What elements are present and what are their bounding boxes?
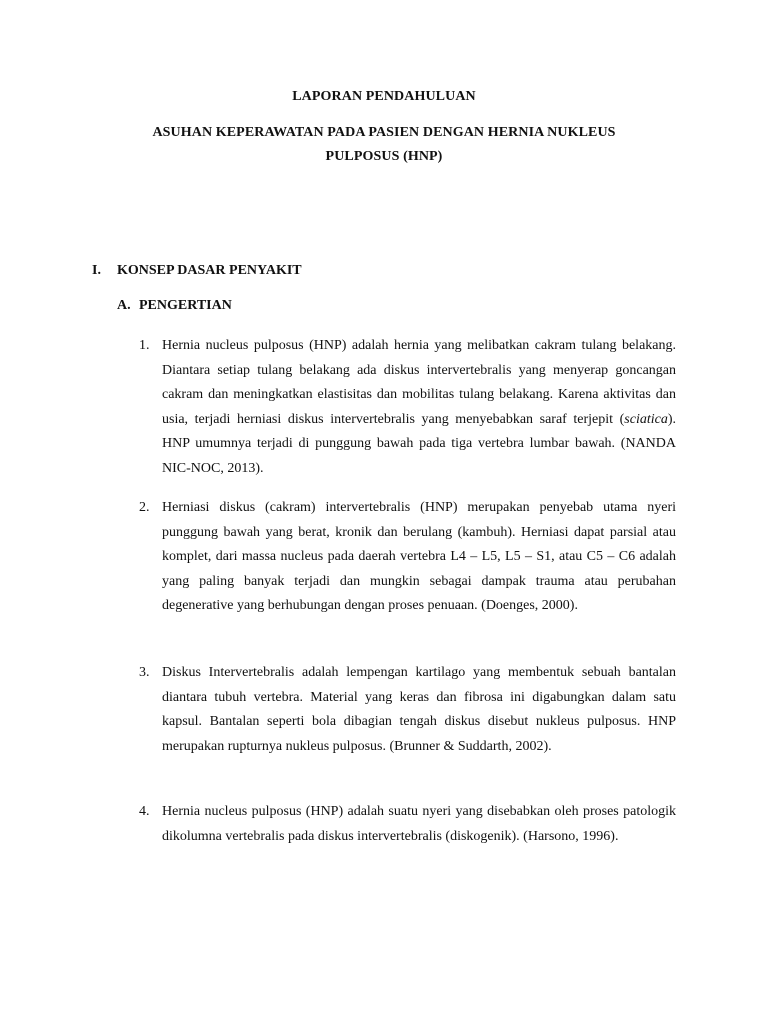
list-item-text [162, 334, 676, 482]
list-item [139, 661, 676, 759]
list-item-number: 3. [139, 665, 150, 680]
section-number: I. [92, 263, 101, 278]
list-item-text: Herniasi diskus (cakram) intervertebralis (HNP) merupakan penyebab utama nyeri punggung bawah yang berat, kronik dan berulang (kambuh). Herniasi dapat parsial atau komplet, dari massa nucleus pada daerah vertebra L4 – L5, L5 – S1, atau C5 – C6 adalah yang paling banyak terjadi dan mungkin sebagai dampak trauma atau perubahan degenerative yang berhubungan dengan proses penuaan. (Doenges, 2000). [162, 500, 676, 614]
subsection-title: PENGERTIAN [139, 298, 232, 313]
list-item-text: Hernia nucleus pulposus (HNP) adalah suatu nyeri yang disebabkan oleh proses patologik dikolumna vertebralis pada diskus intervertebralis (diskogenik). (Harsono, 1996). [162, 804, 676, 844]
section-title: KONSEP DASAR PENYAKIT [117, 263, 302, 278]
subsection-number: A. [117, 298, 131, 313]
list-item-text-part: ). HNP umumnya terjadi di punggung bawah pada tiga vertebra lumbar bawah. (NANDA NIC-NOC, 2013). [162, 411, 676, 476]
list-item-number: 2. [139, 500, 150, 515]
list-item-text: Diskus Intervertebralis adalah lempengan kartilago yang membentuk sebuah bantalan diantara tubuh vertebra. Material yang keras dan fibrosa ini digabungkan dalam satu kapsul. Bantalan seperti bola dibagian tengah diskus disebut nukleus pulposus. HNP merupakan rupturnya nukleus pulposus. (Brunner & Suddarth, 2002). [162, 665, 676, 754]
list-item-italic-term: sciatica [624, 411, 668, 427]
list-item-number: 1. [139, 338, 150, 353]
list-item-number: 4. [139, 804, 150, 819]
list-item [139, 800, 676, 849]
document-subtitle-line2: PULPOSUS (HNP) [325, 149, 443, 164]
document-subtitle-line1: ASUHAN KEPERAWATAN PADA PASIEN DENGAN HERNIA NUKLEUS [152, 125, 616, 140]
list-item-text-part: Hernia nucleus pulposus (HNP) adalah hernia yang melibatkan cakram tulang belakang. Diantara setiap tulang belakang ada diskus intervertebralis yang menyerap goncangan cakram dan meningkatkan elastisitas dan mobilitas tulang belakang. Karena aktivitas dan usia, terjadi herniasi diskus intervertebralis yang menyebabkan saraf terjepit ( [162, 338, 676, 427]
list-item [139, 496, 676, 619]
document-title: LAPORAN PENDAHULUAN [292, 89, 476, 104]
list-item [139, 334, 676, 482]
